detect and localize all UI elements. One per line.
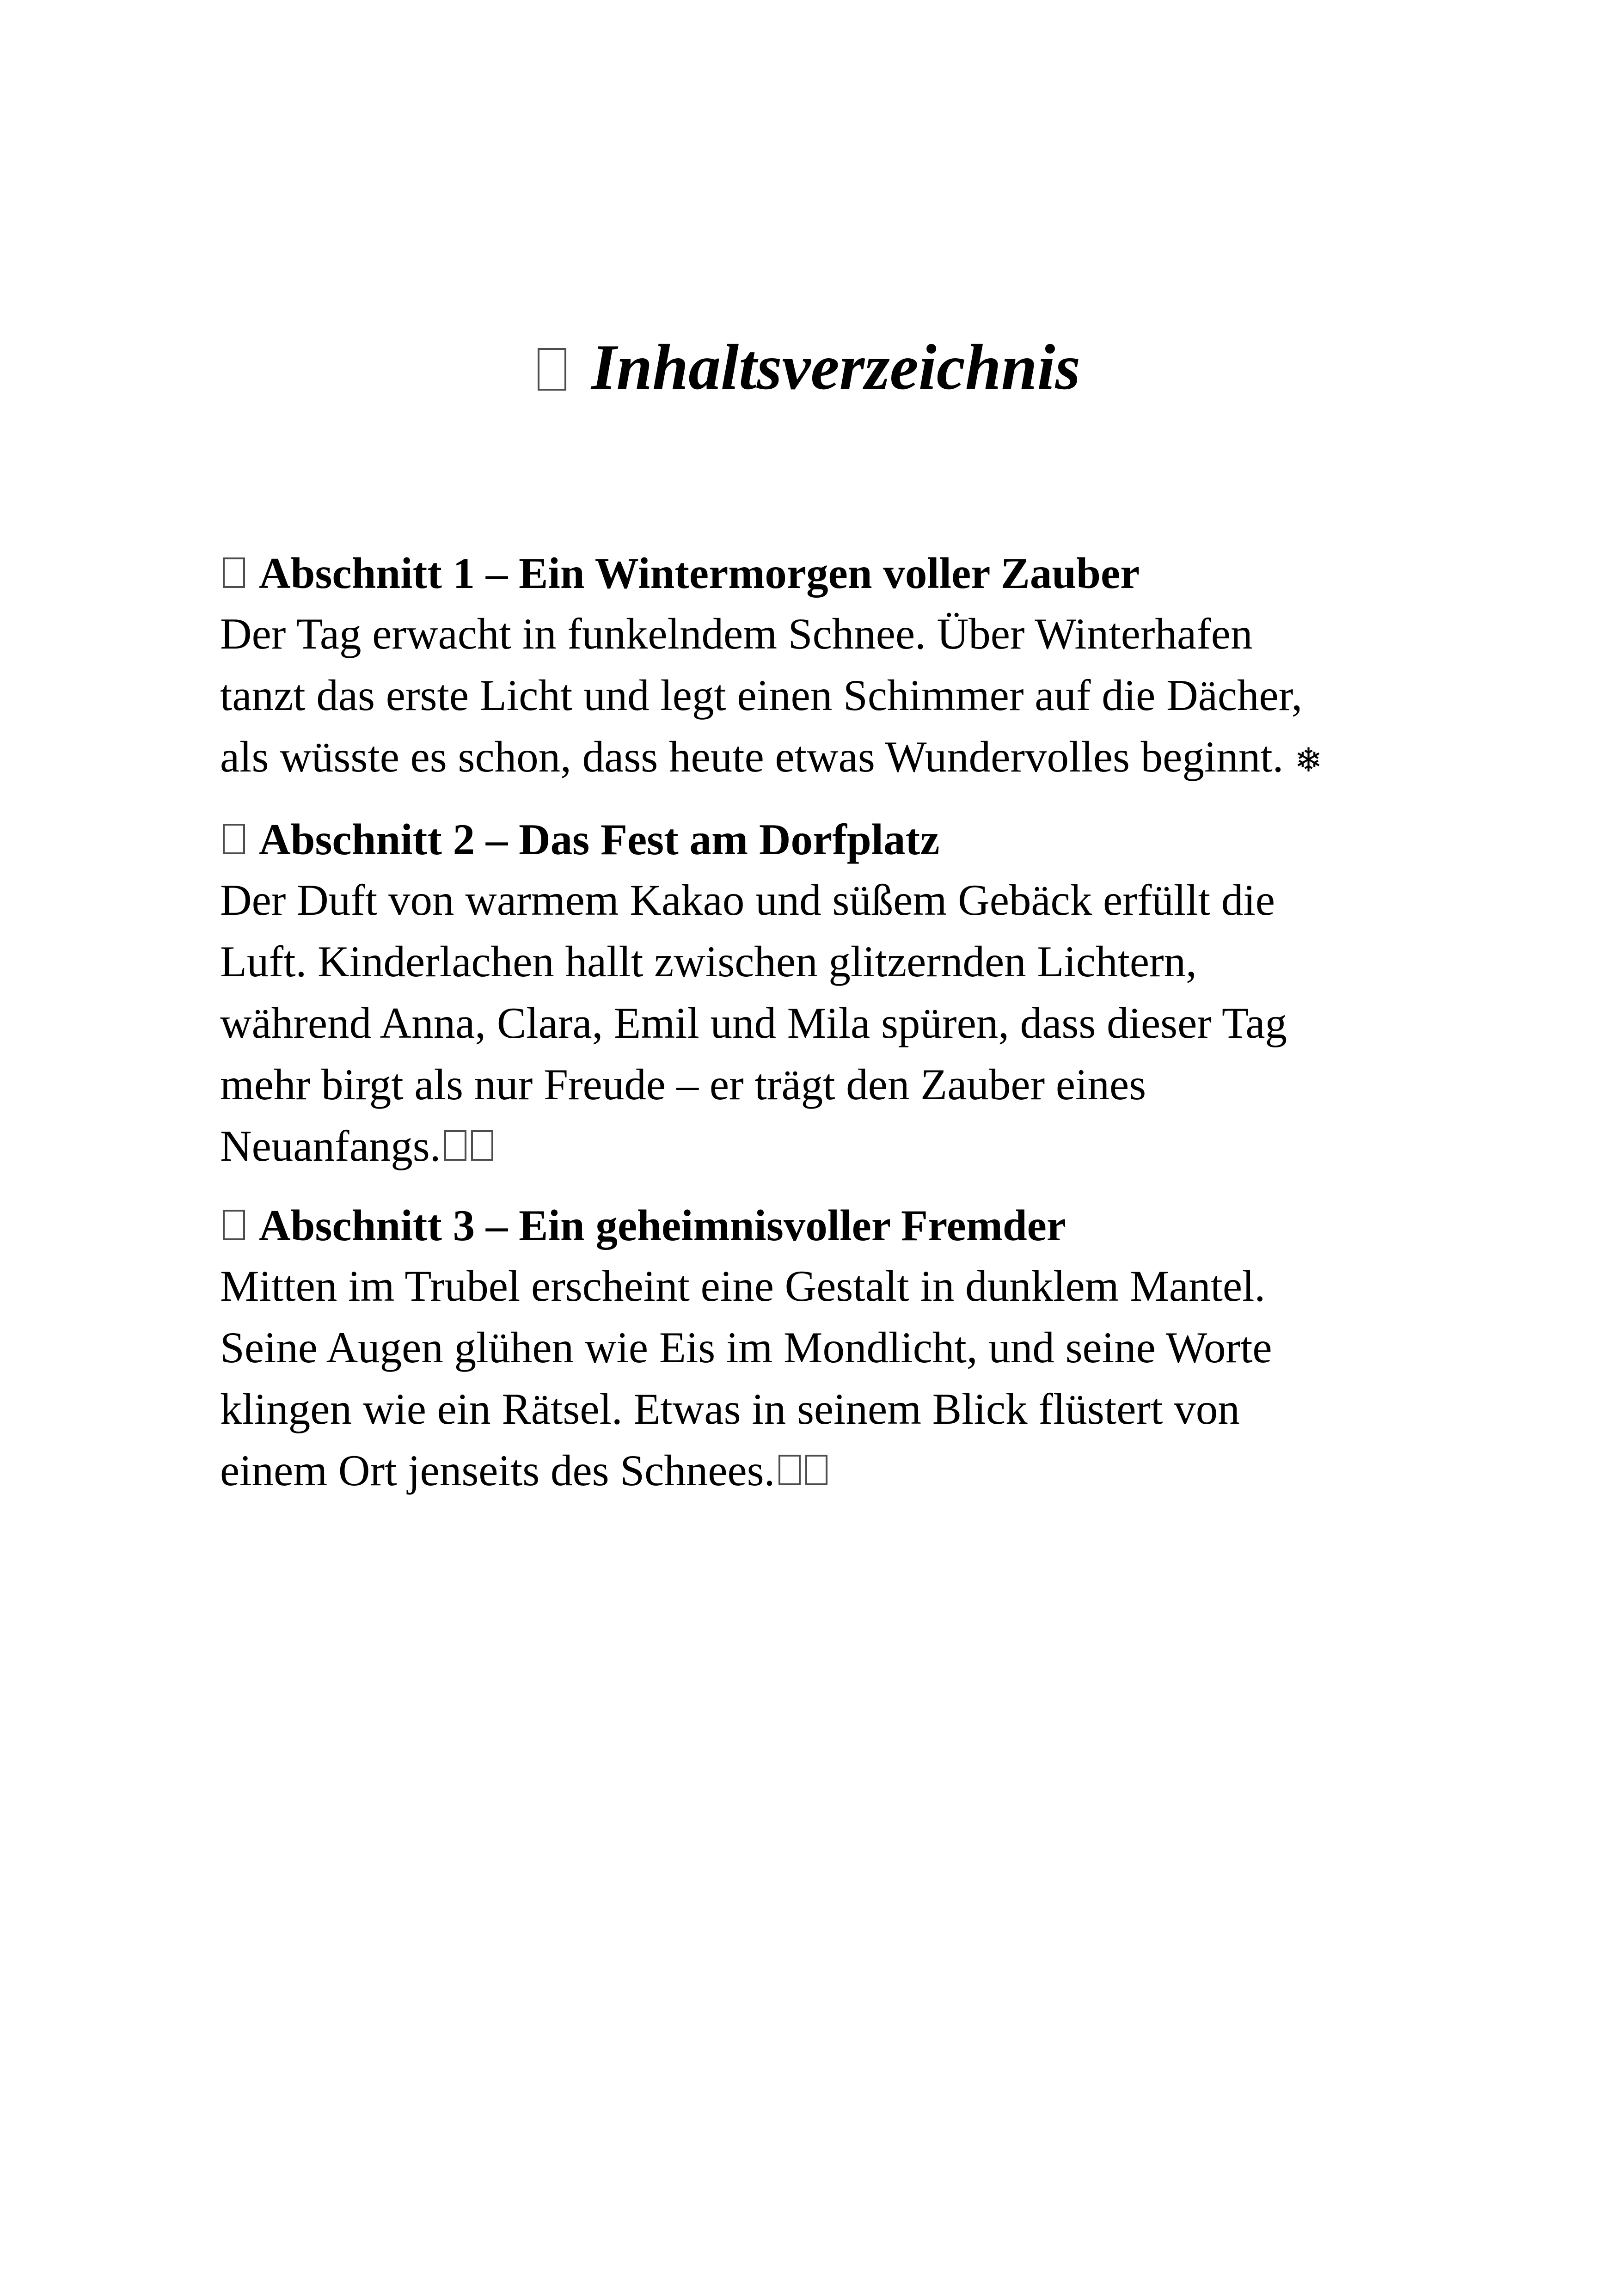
page-title <box>0 331 1618 404</box>
section-description <box>220 869 1422 1177</box>
description-line: klingen wie ein Rätsel. Etwas in seinem Blick flüstert von <box>220 1384 1240 1433</box>
description-line: tanzt das erste Licht und legt einen Schimmer auf die Dächer, <box>220 671 1303 720</box>
missing-glyph-icon <box>538 348 566 391</box>
section-description <box>220 603 1422 791</box>
description-line: Seine Augen glühen wie Eis im Mondlicht, und seine Worte <box>220 1323 1272 1372</box>
missing-glyph-icon <box>805 1455 827 1485</box>
section-heading-text: Abschnitt 2 – Das Fest am Dorfplatz <box>259 815 940 864</box>
description-line: Der Tag erwacht in funkelndem Schnee. Über Winterhafen <box>220 609 1253 658</box>
section-description <box>220 1255 1422 1501</box>
section-heading <box>220 809 1422 869</box>
missing-glyph-icon <box>223 824 245 854</box>
missing-glyph-icon <box>778 1455 801 1485</box>
toc-section-2 <box>220 809 1422 1177</box>
toc-section-1 <box>220 543 1422 791</box>
description-line-last <box>220 1440 1422 1501</box>
missing-glyph-icon <box>223 557 245 588</box>
description-line: mehr birgt als nur Freude – er trägt den Zauber eines <box>220 1060 1146 1109</box>
page-title-text: Inhaltsverzeichnis <box>591 331 1080 403</box>
description-line: Luft. Kinderlachen hallt zwischen glitzernden Lichtern, <box>220 937 1197 986</box>
table-of-contents <box>220 543 1422 1501</box>
section-heading-text: Abschnitt 3 – Ein geheimnisvoller Fremder <box>259 1201 1066 1250</box>
section-heading-text: Abschnitt 1 – Ein Wintermorgen voller Zauber <box>259 549 1140 598</box>
section-heading <box>220 1195 1422 1255</box>
description-line-text: Neuanfangs. <box>220 1121 441 1170</box>
description-line-text: als wüsste es schon, dass heute etwas Wundervolles beginnt. <box>220 732 1284 781</box>
section-heading <box>220 543 1422 603</box>
missing-glyph-icon <box>223 1210 245 1240</box>
snowflake-icon: ❄ <box>1294 741 1323 779</box>
description-line-last <box>220 1115 1422 1177</box>
description-line: Mitten im Trubel erscheint eine Gestalt in dunklem Mantel. <box>220 1261 1266 1310</box>
description-line: während Anna, Clara, Emil und Mila spüren, dass dieser Tag <box>220 998 1287 1047</box>
toc-section-3 <box>220 1195 1422 1501</box>
description-line-text: einem Ort jenseits des Schnees. <box>220 1446 775 1495</box>
description-line-last <box>220 726 1422 791</box>
missing-glyph-icon <box>471 1130 493 1161</box>
missing-glyph-icon <box>444 1130 466 1161</box>
description-line: Der Duft von warmem Kakao und süßem Gebäck erfüllt die <box>220 876 1275 925</box>
